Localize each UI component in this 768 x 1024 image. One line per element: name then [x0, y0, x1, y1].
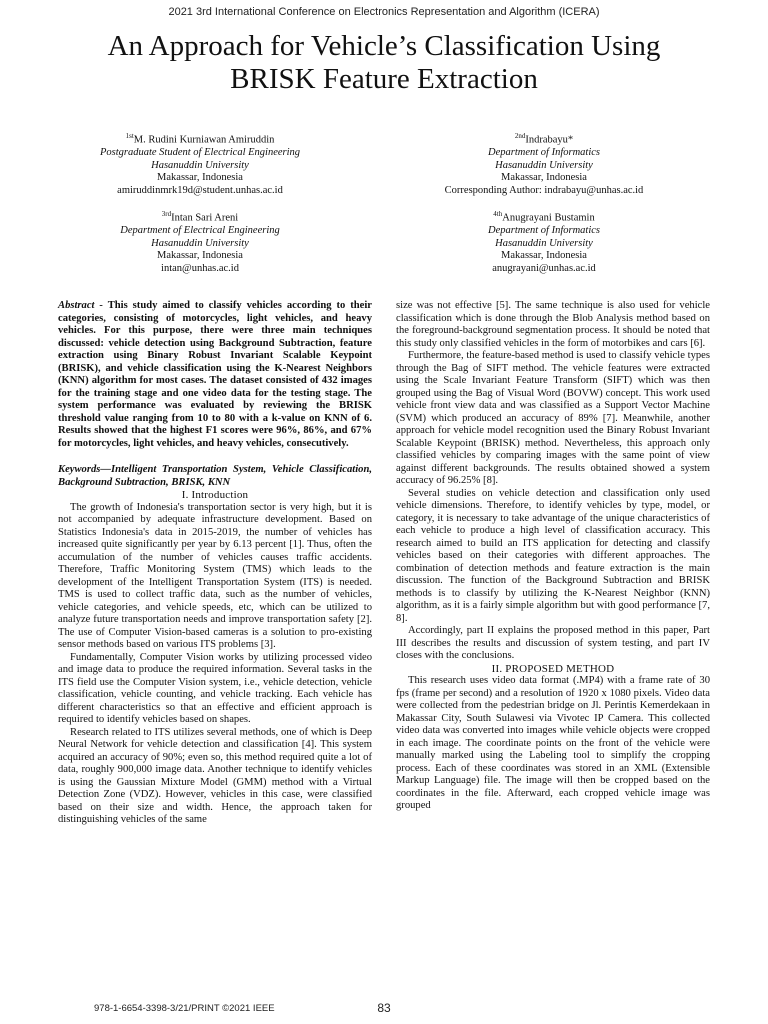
author-4-affiliation: Department of Informatics: [488, 225, 600, 236]
author-2-university: Hasanuddin University: [495, 159, 593, 171]
author-3-email: intan@unhas.ac.id: [161, 262, 239, 274]
author-1: [50, 130, 350, 197]
author-2-email: Corresponding Author: indrabayu@unhas.ac.id: [444, 184, 644, 196]
author-3-university: Hasanuddin University: [151, 237, 249, 249]
author-4-order: 4th: [493, 210, 503, 218]
intro-paragraph-2: Fundamentally, Computer Vision works by utilizing processed video and image data to produce the required information. Several tasks in the ITS field use the Computer Vision system, i.e., vehicle detection, vehicle classification, vehicle counting, and vehicle tracking. Each vehicle has different characteristics so that an effective and efficient approach is required to identify vehicles based on shapes.: [58, 651, 372, 725]
author-3-order: 3rd: [161, 210, 172, 218]
title-line-2: BRISK Feature Extraction: [230, 63, 538, 95]
right-column: [396, 300, 710, 813]
author-4: [394, 208, 694, 275]
section-heading-introduction: I. Introduction: [181, 489, 249, 501]
abstract: [58, 300, 372, 450]
author-3-name: Intan Sari Areni: [171, 212, 239, 224]
author-3-affiliation: Department of Electrical Engineering: [120, 225, 280, 236]
intro-paragraph-3: Research related to ITS utilizes several methods, one of which is Deep Neural Network for vehicle detection and classification [4]. This system acquired an accuracy of 90%; even so, this method required quite a lot of data, roughly 900,000 image data. Another technique to identify vehicles is using the Gaussian Mixture Model (GMM) method with a Virtual Detection Zone (VDZ). However, vehicles in this case, were classified based on their size and width. Hence, the approach taken for distinguishing vehicles of the same: [58, 726, 372, 825]
author-4-email: anugrayani@unhas.ac.id: [492, 262, 596, 274]
abstract-text: This study aimed to classify vehicles according to their categories, consisting of motorcycles, light vehicles, and heavy vehicles. For this purpose, there were three main techniques discussed: vehicle detection using Background Subtraction, feature extraction using Binary Robust Invariant Scalable Keypoint (BRISK), and vehicle classification using the K-Nearest Neighbors (KNN) algorithm for most cases. The dataset consisted of 432 images for the training stage and one video data for the testing stage. The system performance was evaluated by reviewing the BRISK threshold value ranging from 10 to 80 with a k-value on KNN of 6. Results showed that the highest F1 scores were 96%, 86%, and 67% for motorcycles, light vehicles, and heavy vehicles, consecutively.: [58, 300, 372, 449]
author-1-order: 1st: [125, 132, 134, 140]
right-paragraph-2: Furthermore, the feature-based method is used to classify vehicle types through the Bag of SIFT method. The vehicle features were extracted using the Scale Invariant Feature Transform (SIFT) which was then grouped using the Bag of Visual Word (BOVW) concept. This work used vehicle front view data and was classified as a Support Vector Machine (SVM) which produced an accuracy of 89% [7]. Meanwhile, another approach for vehicle model recognition used the Binary Robust Invariant Scalable Keypoint (BRISK) method. Nevertheless, this approach only classified vehicles by comparing images with the same point of view against different backgrounds. The results obtained showed a system accuracy of 96.25% [8].: [396, 350, 710, 486]
abstract-lead: Abstract -: [58, 300, 103, 311]
author-1-email: amiruddinmrk19d@student.unhas.ac.id: [117, 184, 283, 196]
author-1-university: Hasanuddin University: [151, 159, 249, 171]
author-2-affiliation: Department of Informatics: [488, 147, 600, 158]
author-1-name: M. Rudini Kurniawan Amiruddin: [133, 134, 275, 146]
author-2-order: 2nd: [514, 132, 526, 140]
author-2: [394, 130, 694, 197]
right-paragraph-1: size was not effective [5]. The same technique is also used for vehicle classification which is done through the Blob Analysis method based on the foreground-background segmentation process. It should be noted that this study only classified vehicles in the form of motorbikes and cars [6].: [396, 300, 710, 349]
author-4-university: Hasanuddin University: [495, 237, 593, 249]
right-paragraph-3: Several studies on vehicle detection and classification only used vehicle dimensions. Therefore, to identify vehicles by type, model, or category, it is necessary to take advantage of the unique characteristics of each vehicle to produce a high level of classification accuracy. This research aimed to build an ITS application for detecting and classify vehicles based on their categories with different approaches. The combination of detection methods and feature extraction is the main discussion. The function of the Background Subtraction and BRISK methods is to classify by utilizing the K-Nearest Neighbor (KNN) algorithm, as it is a fairly simple algorithm but with good performance [7, 8].: [396, 487, 710, 624]
right-paragraph-4: Accordingly, part II explains the proposed method in this paper, Part III describes the results and discussion of system testing, and part IV closes with the conclusions.: [396, 625, 710, 661]
conference-header: 2021 3rd International Conference on Electronics Representation and Algorithm (ICERA): [168, 6, 600, 18]
section-heading-proposed-method: II. PROPOSED METHOD: [491, 662, 615, 675]
left-column: [58, 300, 372, 827]
author-4-name: Anugrayani Bustamin: [502, 212, 595, 224]
intro-paragraph-1: The growth of Indonesia's transportation sector is very high, but it is not accompanied by adequate infrastructure development. Based on Statistics Indonesia's data in 2015-2019, the number of vehicles has increased quite significantly per year by 6.13 percent [1]. Thus, often the accumulation of the number of vehicles causes traffic accidents. Therefore, Traffic Monitoring System (TMS) which leads to the development of the Intelligent Transportation System (ITS) is needed. TMS is used to collect traffic data, such as the number of vehicles, vehicle categories, and vehicle speeds, etc, which can be utilized to analyze future transportation needs and improve transportation safety [2]. The use of Computer Vision-based cameras is a solution to pro-existing sensor methods based on various ITS problems [3].: [58, 501, 372, 650]
paper-title: [40, 30, 728, 96]
author-2-name: Indrabayu*: [525, 134, 574, 146]
author-1-affiliation: Postgraduate Student of Electrical Engineering: [99, 147, 301, 158]
author-3-city: Makassar, Indonesia: [157, 250, 243, 261]
method-paragraph-1: This research uses video data format (.MP4) with a frame rate of 30 fps (frame per second) and a resolution of 1920 x 1080 pixels. Video data were collected from the pedestrian bridge on Jl. Perintis Kemerdekaan in Makassar City, South Sulawesi via Vivotec IP Camera. This collected video data was converted into images while vehicle objects were cropped in each image. The coordinate points on the front of the vehicle were manually marked using the Labeling tool to simplify the cropping process. Each of these coordinates was stored in an XML (Extensible Markup Language) file. The image will then be cropped based on the coordinates in the file. Afterward, each cropped vehicle image was grouped: [396, 675, 710, 811]
keywords: Keywords—Intelligent Transportation System, Vehicle Classification, Background Subtraction, BRISK, KNN: [58, 464, 372, 488]
author-3: [50, 208, 350, 275]
author-1-city: Makassar, Indonesia: [157, 172, 243, 183]
author-4-city: Makassar, Indonesia: [501, 250, 587, 261]
footer-isbn: 978-1-6654-3398-3/21/PRINT ©2021 IEEE: [94, 1003, 275, 1014]
title-line-1: An Approach for Vehicle’s Classification Using: [107, 30, 661, 62]
author-2-city: Makassar, Indonesia: [501, 172, 587, 183]
page-number: 83: [377, 1001, 391, 1015]
